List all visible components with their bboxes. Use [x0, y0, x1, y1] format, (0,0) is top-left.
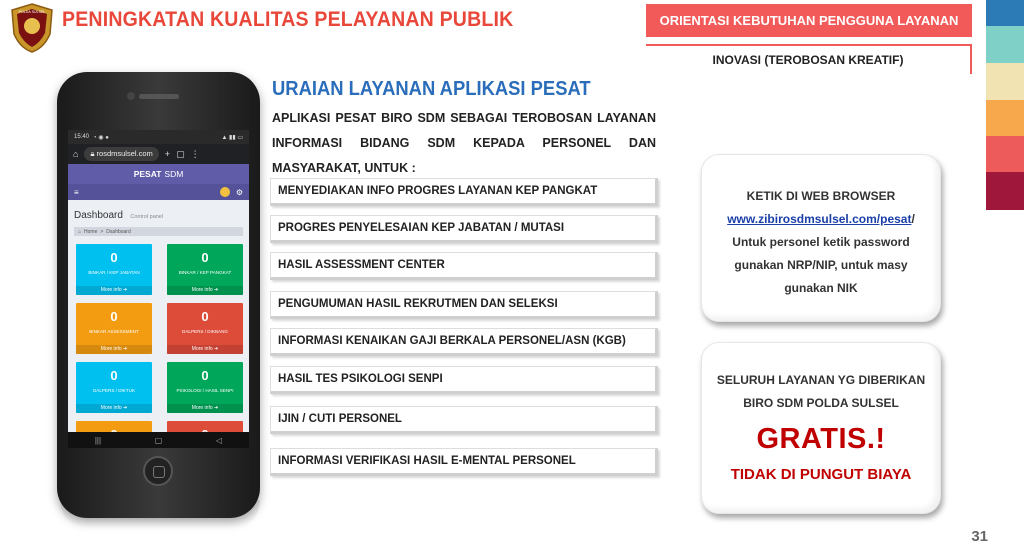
dashboard-subtitle: Control panel	[130, 214, 164, 220]
breadcrumb: ⌂ Home > Dashboard	[74, 227, 243, 236]
url-text: rosdmsulsel.com	[96, 149, 153, 158]
page-header-title: PENINGKATAN KUALITAS PELAYANAN PUBLIK	[62, 8, 514, 31]
url-input[interactable]	[84, 147, 158, 161]
back-icon[interactable]: ◁	[215, 435, 223, 445]
stat-tiles	[68, 239, 249, 448]
user-avatar[interactable]	[220, 187, 230, 197]
color-strip-blue	[986, 0, 1024, 26]
dashboard-header	[68, 200, 249, 225]
more-info-link[interactable]: More info ➜	[76, 345, 152, 354]
app-navbar	[68, 184, 249, 200]
breadcrumb-current: Dashboard	[106, 228, 131, 235]
recent-apps-icon[interactable]: |||	[94, 435, 102, 445]
android-nav-bar	[68, 432, 249, 448]
svg-text:POLDA SULSEL: POLDA SULSEL	[18, 10, 46, 14]
tabs-icon[interactable]: ▢	[176, 148, 185, 159]
notification-icons: ◔ ◉ ●	[93, 134, 109, 141]
card-password-note-3: gunakan NIK	[784, 281, 858, 295]
stat-tile-binkar-jabatan: 0 BINKAR / KEP JABATAN More info ➜	[76, 244, 152, 295]
stat-tile-dalpers-dikbang: 0 DALPERS / DIKBANG More info ➜	[167, 303, 243, 354]
service-item: HASIL TES PSIKOLOGI SENPI	[270, 366, 658, 394]
app-header	[68, 164, 249, 184]
breadcrumb-home[interactable]: Home	[84, 228, 98, 235]
camera-icon	[127, 92, 135, 100]
app-name: PESAT	[133, 169, 162, 179]
orientation-banner: ORIENTASI KEBUTUHAN PENGGUNA LAYANAN	[646, 4, 972, 37]
page-number: 31	[971, 528, 988, 545]
phone-mockup	[57, 72, 260, 518]
dashboard-title: Dashboard	[74, 210, 123, 221]
pesat-url-link[interactable]: www.zibirosdmsulsel.com/pesat	[727, 212, 912, 226]
stat-tile-binkar-pangkat: 0 BINKAR / KEP PANGKAT More info ➜	[167, 244, 243, 295]
color-strip-cream	[986, 63, 1024, 100]
card-password-note: Untuk personel ketik password	[732, 235, 910, 249]
service-item: IJIN / CUTI PERSONEL	[270, 406, 658, 434]
menu-dots-icon[interactable]: ⋮	[190, 148, 200, 159]
breadcrumb-home-icon: ⌂	[78, 228, 82, 235]
phone-home-button	[143, 456, 173, 486]
stat-tile-psikologi-senpi: 0 PSIKOLOGI / HASIL SENPI More info ➜	[167, 362, 243, 413]
card-password-note-2: gunakan NRP/NIP, untuk masy	[734, 258, 908, 272]
service-item: INFORMASI VERIFIKASI HASIL E-MENTAL PERSONEL	[270, 448, 658, 476]
service-item: MENYEDIAKAN INFO PROGRES LAYANAN KEP PANGKAT	[270, 178, 658, 206]
stat-tile-dalpers-diktuk: 0 DALPERS / DIKTUK More info ➜	[76, 362, 152, 413]
web-access-card: KETIK DI WEB BROWSER www.zibirosdmsulsel.com/pesat/ Untuk personel ketik password gunakan NRP/NIP, untuk masy gunakan NIK	[701, 154, 941, 322]
more-info-link[interactable]: More info ➜	[76, 286, 152, 295]
more-info-link[interactable]: More info ➜	[76, 404, 152, 413]
police-logo	[8, 2, 56, 54]
lock-icon: 🔒︎	[90, 149, 95, 158]
status-bar	[68, 130, 249, 144]
free-card-line1: SELURUH LAYANAN YG DIBERIKAN	[716, 373, 926, 387]
color-strip-orange	[986, 100, 1024, 136]
card-instruction: KETIK DI WEB BROWSER	[746, 189, 896, 203]
app-name-suffix: SDM	[164, 169, 184, 179]
free-card-line2: BIRO SDM POLDA SULSEL	[743, 396, 899, 410]
speaker-grill	[139, 94, 179, 99]
more-info-link[interactable]: More info ➜	[167, 286, 243, 295]
gratis-label: GRATIS.!	[756, 423, 886, 455]
free-service-card	[701, 342, 941, 514]
signal-battery-icon: ▲ ▮▮ ▭	[221, 134, 243, 141]
service-item: INFORMASI KENAIKAN GAJI BERKALA PERSONEL/ASN (KGB)	[270, 328, 658, 356]
browser-url-bar	[68, 144, 249, 164]
service-item: HASIL ASSESSMENT CENTER	[270, 252, 658, 280]
section-title: URAIAN LAYANAN APLIKASI PESAT	[272, 78, 591, 100]
innovation-subtitle: INOVASI (TEROBOSAN KREATIF)	[646, 44, 972, 74]
home-icon[interactable]: ⌂	[73, 149, 79, 159]
stat-tile-binkar-assessment: 0 BINKAR ASSESSMENT More info ➜	[76, 303, 152, 354]
no-fee-label: TIDAK DI PUNGUT BIAYA	[730, 466, 912, 483]
home-nav-icon[interactable]: ▢	[154, 435, 163, 445]
service-item: PENGUMUMAN HASIL REKRUTMEN DAN SELEKSI	[270, 291, 658, 319]
more-info-link[interactable]: More info ➜	[167, 404, 243, 413]
status-time: 15:40	[74, 134, 90, 140]
phone-screen	[68, 130, 249, 448]
more-info-link[interactable]: More info ➜	[167, 345, 243, 354]
color-strip-teal	[986, 26, 1024, 63]
hamburger-menu-icon[interactable]: ≡	[74, 187, 79, 197]
color-strip-red	[986, 136, 1024, 172]
new-tab-icon[interactable]: +	[164, 149, 171, 159]
color-strip-maroon	[986, 172, 1024, 210]
intro-paragraph: APLIKASI PESAT BIRO SDM SEBAGAI TEROBOSAN LAYANAN INFORMASI BIDANG SDM KEPADA PERSONEL DAN MASYARAKAT, UNTUK :	[272, 111, 656, 175]
settings-gear-icon[interactable]: ⚙	[235, 187, 243, 197]
service-item: PROGRES PENYELESAIAN KEP JABATAN / MUTASI	[270, 215, 658, 243]
